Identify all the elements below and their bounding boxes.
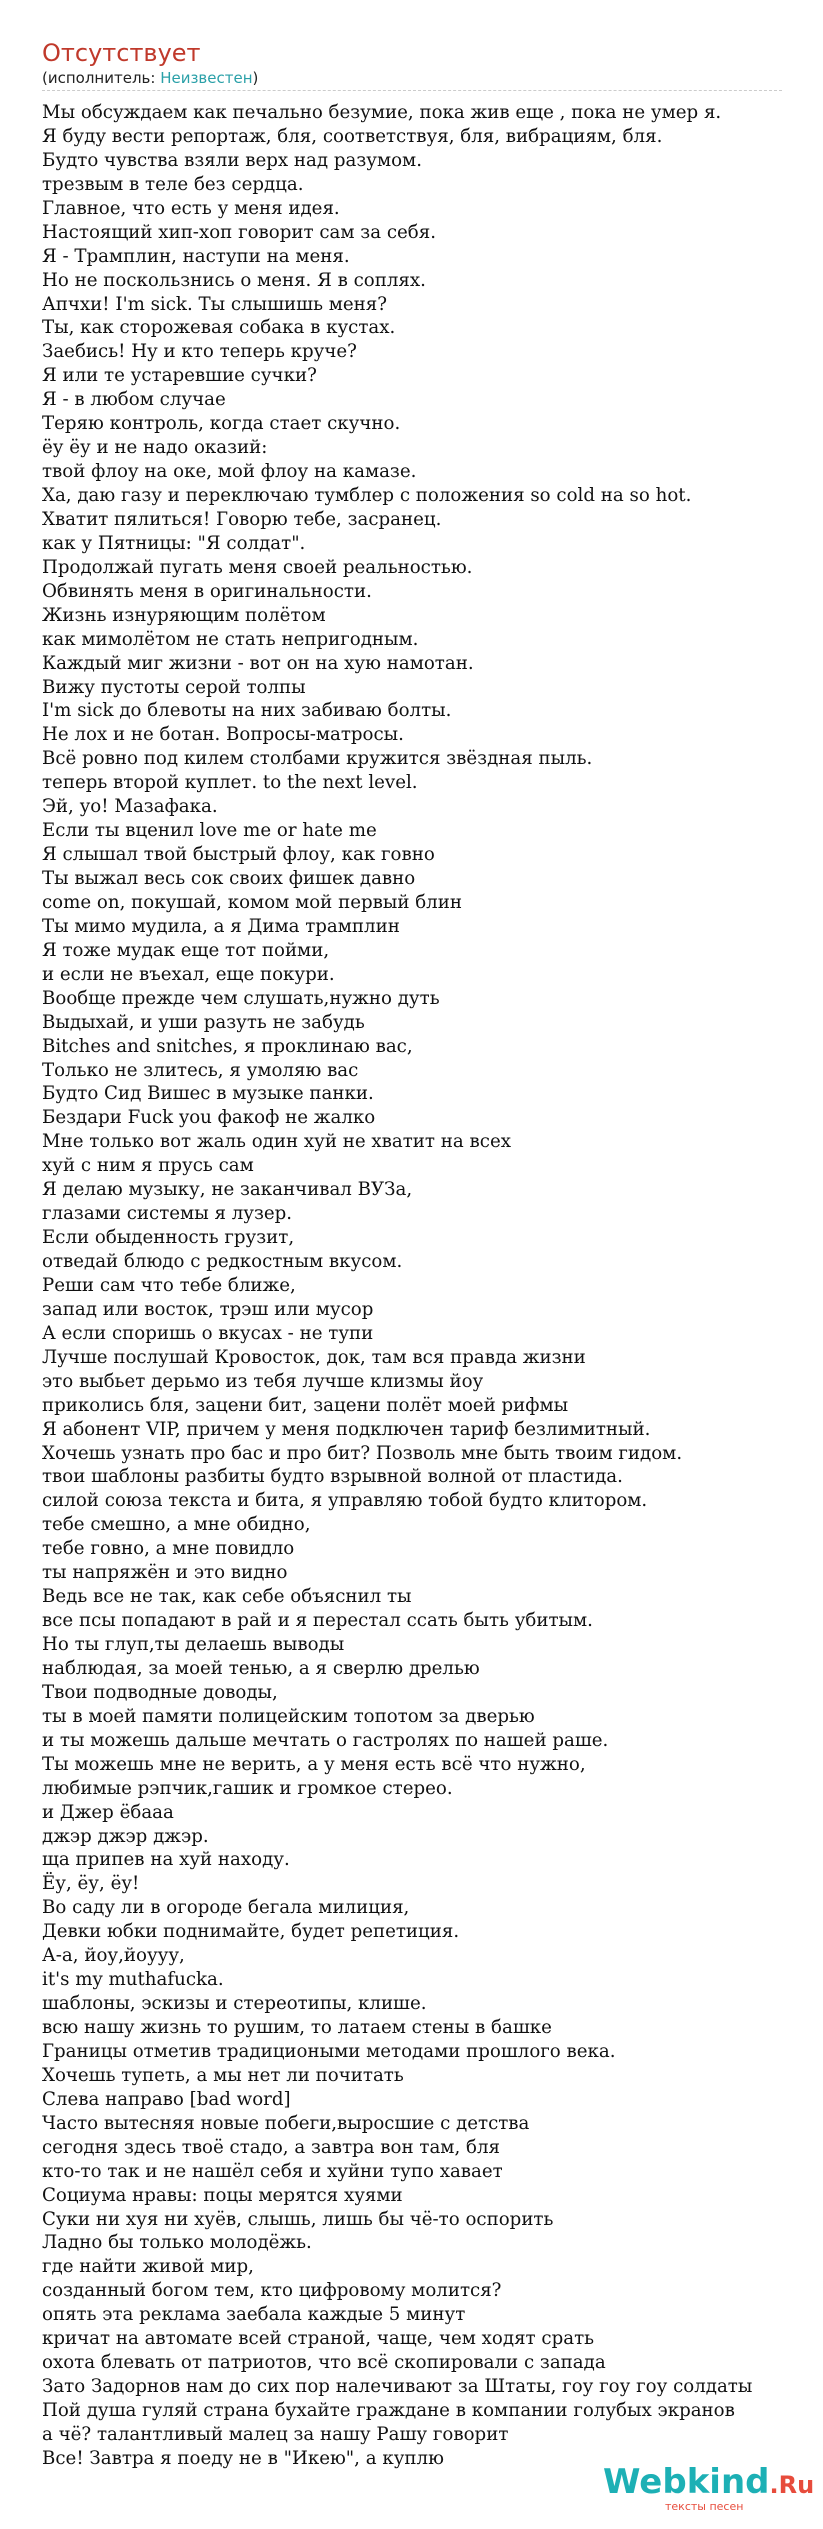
lyric-line: теперь второй куплет. to the next level.: [42, 772, 418, 794]
lyric-line: кричат на автомате всей страной, чаще, чем ходят срать: [42, 2328, 595, 2350]
lyric-line: Эй, уо! Мазафака.: [42, 796, 218, 818]
lyric-line: охота блевать от патриотов, что всё скопировали с запада: [42, 2352, 606, 2374]
lyric-line: глазами системы я лузер.: [42, 1203, 293, 1225]
lyric-line: силой союза текста и бита, я управляю тобой будто клитором.: [42, 1490, 648, 1512]
lyric-line: твой флоу на оке, мой флоу на камазе.: [42, 461, 417, 483]
lyric-line: твои шаблоны разбиты будто взрывной волной от пластида.: [42, 1466, 623, 1488]
lyric-line: Я тоже мудак еще тот пойми,: [42, 939, 330, 961]
lyric-line: Будто чувства взяли верх над разумом.: [42, 149, 422, 171]
lyric-line: всю нашу жизнь то рушим, то латаем стены в башке: [42, 2017, 552, 2038]
lyric-line: и ты можешь дальше мечтать о гастролях по нашей раше.: [42, 1729, 609, 1751]
lyric-line: Если обыденность грузит,: [42, 1227, 295, 1249]
lyric-line: созданный богом тем, кто цифровому молится?: [42, 2280, 502, 2302]
lyric-line: Социума нравы: поцы мерятся хуями: [42, 2184, 403, 2206]
lyric-line: А-а, йоу,йоууу,: [42, 1945, 185, 1967]
lyric-line: Хочешь тупеть, а мы нет ли почитать: [42, 2064, 404, 2086]
lyric-line: Ты выжал весь сок своих фишек давно: [42, 868, 416, 889]
lyric-line: Хватит пялиться! Говорю тебе, засранец.: [42, 508, 442, 530]
lyric-line: Жизнь изнуряющим полётом: [42, 604, 326, 626]
lyric-line: запад или восток, трэш или мусор: [42, 1298, 374, 1320]
lyric-line: Ты мимо мудила, а я Дима трамплин: [42, 915, 400, 937]
artist-link[interactable]: Неизвестен: [160, 69, 253, 87]
lyric-line: Настоящий хип-хоп говорит сам за себя.: [42, 221, 436, 243]
lyric-line: наблюдая, за моей тенью, а я сверлю дрелью: [42, 1657, 480, 1679]
lyric-line: Я - Трамплин, наступи на меня.: [42, 245, 350, 267]
lyric-line: Только не злитесь, я умоляю вас: [42, 1059, 359, 1081]
lyric-line: а чё? талантливый малец за нашу Рашу говорит: [42, 2423, 509, 2445]
lyric-line: Всё ровно под килем столбами кружится звёздная пыль.: [42, 748, 593, 770]
lyric-line: it's my muthafucka.: [42, 1969, 224, 1991]
lyric-line: Ведь все не так, как себе объяснил ты: [42, 1586, 412, 1608]
lyric-line: Заебись! Ну и кто теперь круче?: [42, 341, 357, 363]
lyric-line: Ты можешь мне не верить, а у меня есть всё что нужно,: [42, 1753, 586, 1775]
lyric-line: Реши сам что тебе ближе,: [42, 1274, 296, 1296]
lyric-line: все псы попадают в рай и я перестал ссать быть убитым.: [42, 1610, 593, 1632]
lyric-line: и Джер ёбааа: [42, 1801, 174, 1823]
lyric-line: Зато Задорнов нам до сих пор налечивают за Штаты, гоу гоу гоу солдаты: [42, 2376, 753, 2398]
lyric-line: Мы обсуждаем как печально безумие, пока жив еще , пока не умер я.: [42, 102, 722, 123]
lyric-line: Но не поскользнись о меня. Я в соплях.: [42, 269, 426, 291]
artist-prefix: (исполнитель:: [42, 69, 161, 87]
lyric-line: Все! Завтра я поеду не в "Икею", а куплю: [42, 2447, 444, 2469]
lyric-line: Мне только вот жаль один хуй не хватит на всех: [42, 1131, 511, 1153]
lyric-line: Ёу, ёу, ёу!: [42, 1873, 140, 1895]
lyric-line: Часто вытесняя новые побеги,выросшие с детства: [42, 2112, 530, 2134]
logo-tld: .Ru: [769, 2471, 815, 2499]
lyric-line: Лучше послушай Кровосток, док, там вся правда жизни: [42, 1346, 586, 1368]
lyric-line: любимые рэпчик,гашик и громкое стерео.: [42, 1777, 453, 1799]
lyric-line: Слева направо [bad word]: [42, 2088, 291, 2110]
lyric-line: Не лох и не ботан. Вопросы-матросы.: [42, 724, 404, 746]
lyric-line: Хочешь узнать про бас и про бит? Позволь мне быть твоим гидом.: [42, 1442, 683, 1464]
lyric-line: Но ты глуп,ты делаешь выводы: [42, 1634, 345, 1655]
lyric-line: где найти живой мир,: [42, 2256, 254, 2278]
lyric-line: Главное, что есть у меня идея.: [42, 197, 340, 219]
lyric-line: Теряю контроль, когда стает скучно.: [42, 413, 401, 435]
logo-wordmark: [603, 2462, 814, 2505]
lyric-line: тебе смешно, а мне обидно,: [42, 1514, 311, 1536]
lyric-line: Продолжай пугать меня своей реальностью.: [42, 556, 473, 578]
lyric-line: ёу ёу и не надо оказий:: [42, 437, 268, 459]
lyric-line: Ты, как сторожевая собака в кустах.: [42, 317, 396, 339]
lyrics-text: [42, 101, 817, 2471]
lyric-line: как мимолётом не стать непригодным.: [42, 628, 419, 650]
lyric-line: ты в моей памяти полицейским топотом за дверью: [42, 1705, 535, 1727]
title-divider: [42, 90, 782, 91]
lyric-line: Bitches and snitches, я проклинаю вас,: [42, 1035, 413, 1057]
song-title: Отсутствует: [42, 39, 201, 67]
lyric-line: Каждый миг жизни - вот он на хую намотан.: [42, 652, 474, 674]
lyric-line: шаблоны, эскизы и стереотипы, клише.: [42, 1993, 427, 2015]
lyric-line: I'm sick до блевоты на них забиваю болты.: [42, 700, 452, 722]
lyric-line: отведай блюдо с редкостным вкусом.: [42, 1251, 403, 1272]
lyric-line: Я делаю музыку, не заканчивал ВУЗа,: [42, 1179, 413, 1201]
lyric-line: Будто Сид Вишес в музыке панки.: [42, 1083, 374, 1105]
lyric-line: Выдыхай, и уши разуть не забудь: [42, 1011, 365, 1033]
lyric-line: Пой душа гуляй страна бухайте граждане в компании голубых экранов: [42, 2400, 735, 2421]
logo-tagline: тексты песен: [665, 2500, 744, 2513]
lyric-line: это выбьет дерьмо из тебя лучше клизмы йоу: [42, 1370, 484, 1392]
lyric-line: Границы отметив традициоными методами прошлого века.: [42, 2040, 616, 2062]
lyric-line: Вообще прежде чем слушать,нужно дуть: [42, 987, 440, 1009]
lyric-line: Ха, даю газу и переключаю тумблер с положения so cold на so hot.: [42, 485, 692, 506]
lyric-line: Девки юбки поднимайте, будет репетиция.: [42, 1921, 460, 1943]
lyric-line: ща припев на хуй находу.: [42, 1849, 290, 1871]
lyric-line: кто-то так и не нашёл себя и хуйни тупо хавает: [42, 2160, 503, 2182]
lyric-line: Обвинять меня в оригинальности.: [42, 580, 372, 602]
lyric-line: Во саду ли в огороде бегала милиция,: [42, 1897, 410, 1919]
lyric-line: А если споришь о вкусах - не тупи: [42, 1322, 374, 1344]
artist-suffix: ): [252, 69, 259, 87]
lyric-line: и если не въехал, еще покури.: [42, 963, 335, 985]
lyric-line: ты напряжён и это видно: [42, 1562, 288, 1584]
lyric-line: опять эта реклама заебала каждые 5 минут: [42, 2304, 466, 2326]
lyric-line: тебе говно, а мне повидло: [42, 1538, 295, 1560]
lyric-line: Я - в любом случае: [42, 389, 226, 411]
lyric-line: Я или те устаревшие сучки?: [42, 365, 317, 387]
lyric-line: трезвым в теле без сердца.: [42, 173, 304, 195]
lyric-line: Бездари Fuck you факоф не жалко: [42, 1107, 376, 1129]
lyric-line: Апчхи! I'm sick. Ты слышишь меня?: [42, 293, 388, 315]
lyric-line: Я слышал твой быстрый флоу, как говно: [42, 844, 435, 866]
artist-line: [42, 68, 258, 88]
lyric-line: Вижу пустоты серой толпы: [42, 676, 306, 698]
lyric-line: Твои подводные доводы,: [42, 1681, 278, 1703]
lyric-line: Я буду вести репортаж, бля, соответствуя, бля, вибрациям, бля.: [42, 125, 663, 147]
lyric-line: сегодня здесь твоё стадо, а завтра вон там, бля: [42, 2136, 500, 2158]
lyric-line: джэр джэр джэр.: [42, 1825, 209, 1847]
lyric-line: Ладно бы только молодёжь.: [42, 2232, 312, 2254]
lyric-line: хуй с ним я прусь сам: [42, 1155, 254, 1177]
lyric-line: приколись бля, зацени бит, зацени полёт моей рифмы: [42, 1394, 569, 1416]
lyric-line: Суки ни хуя ни хуёв, слышь, лишь бы чё-то оспорить: [42, 2208, 554, 2230]
logo-word: Webkind: [603, 2462, 770, 2502]
lyric-line: come on, покушай, комом мой первый блин: [42, 891, 462, 913]
lyric-line: как у Пятницы: "Я солдат".: [42, 532, 306, 554]
site-logo[interactable]: [603, 2462, 815, 2514]
lyric-line: Если ты вценил love me or hate me: [42, 820, 377, 842]
lyric-line: Я абонент VIP, причем у меня подключен тариф безлимитный.: [42, 1418, 651, 1440]
